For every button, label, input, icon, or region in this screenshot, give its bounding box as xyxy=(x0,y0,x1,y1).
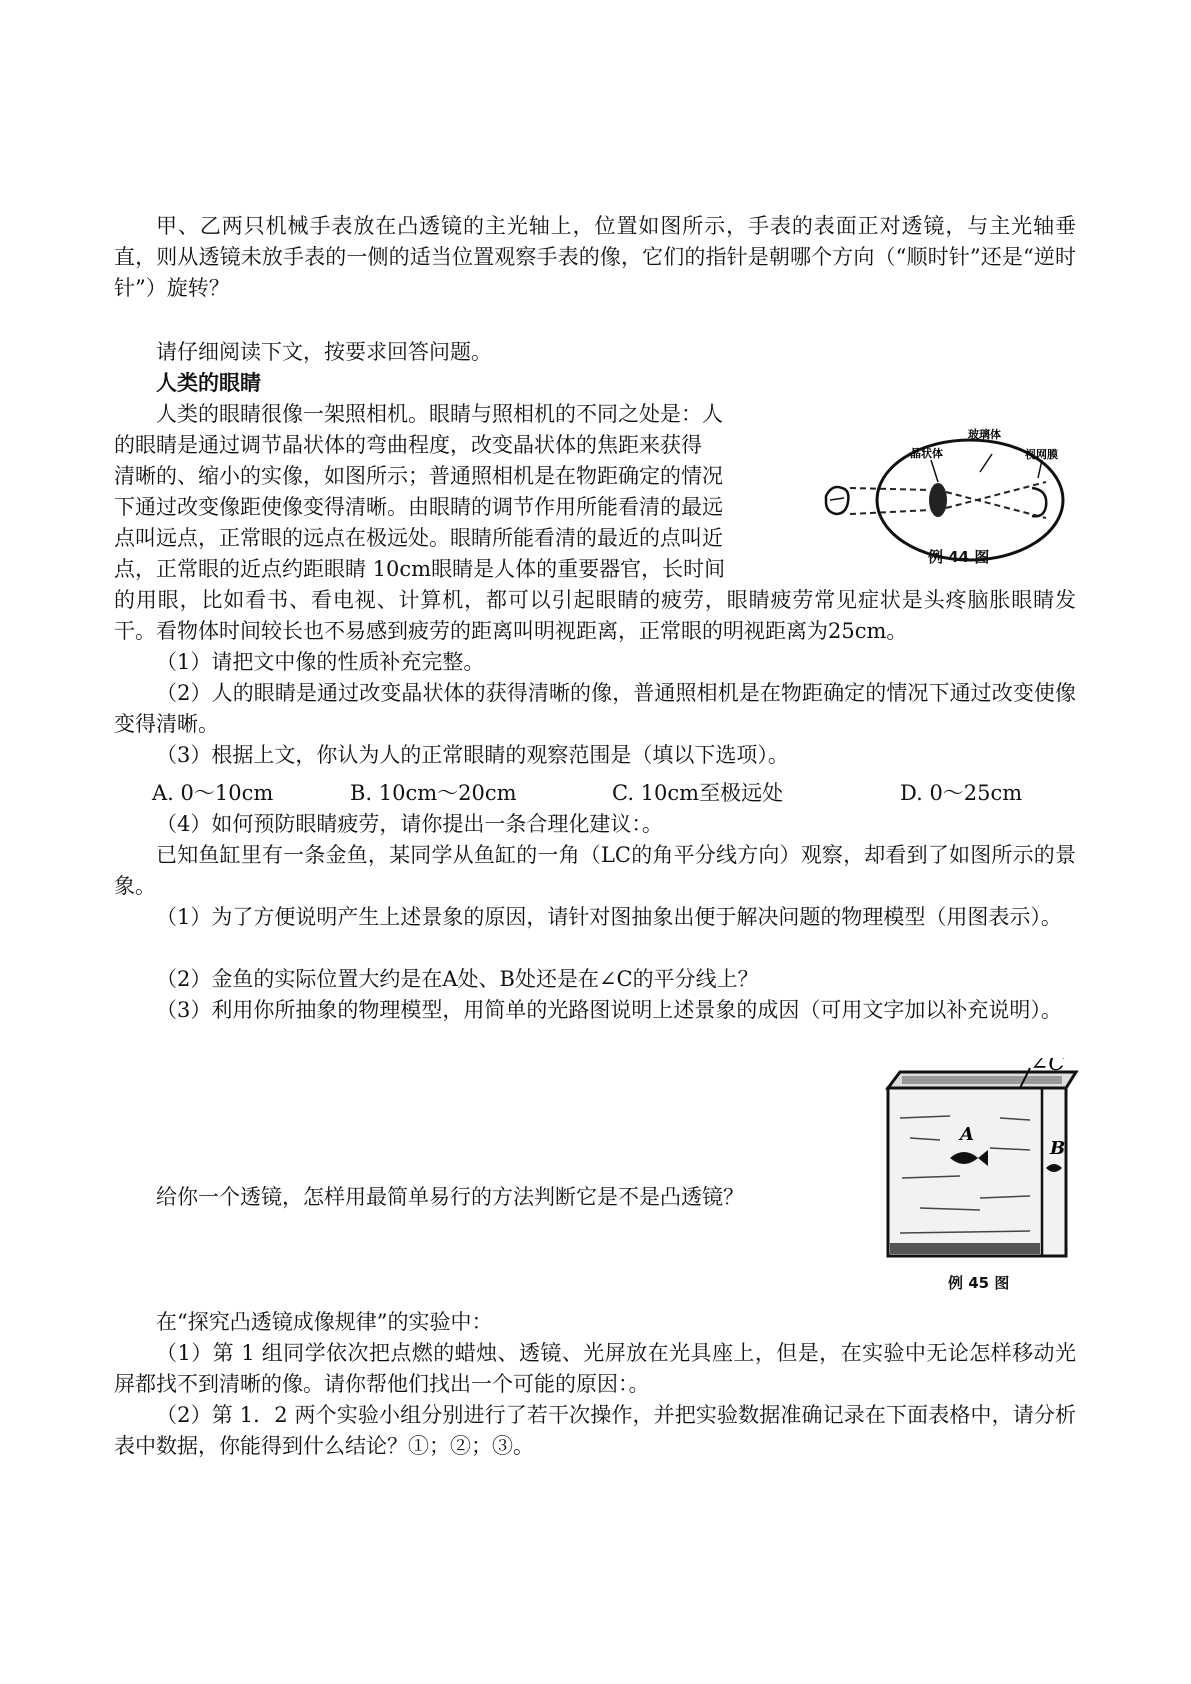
eye-figure xyxy=(820,418,1080,578)
q5-sub1: （1）第 1 组同学依次把点燃的蜡烛、透镜、光屏放在光具座上，但是，在实验中无论怎样移动光屏都找不到清晰的像。请你帮他们找出一个可能的原因：。 xyxy=(114,1341,1076,1396)
q3-sub1: （1）为了方便说明产生上述景象的原因，请针对图抽象出便于解决问题的物理模型（用图表示）。 xyxy=(156,905,1062,929)
q2-intro: 请仔细阅读下文，按要求回答问题。 xyxy=(156,340,492,364)
label-b: B xyxy=(1050,1138,1066,1159)
q5-sub2: （2）第 1．2 两个实验小组分别进行了若干次操作，并把实验数据准确记录在下面表格中，请分析表中数据，你能得到什么结论？①；②；③。 xyxy=(114,1403,1076,1458)
q3-text: 已知鱼缸里有一条金鱼，某同学从鱼缸的一角（LC的角平分线方向）观察，却看到了如图所示的景象。 xyxy=(114,843,1076,898)
q2-passage-rest: 的用眼，比如看书、看电视、计算机，都可以引起眼睛的疲劳，眼睛疲劳常见症状是头疼脑胀眼睛发干。看物体时间较长也不易感到疲劳的距离叫明视距离，正常眼的明视距离为25cm。 xyxy=(114,588,1076,643)
fish-tank-figure xyxy=(880,1058,1080,1298)
q2-sub3: （3）根据上文，你认为人的正常眼睛的观察范围是（填以下选项）。 xyxy=(156,743,789,767)
retina-image-icon xyxy=(1032,488,1046,516)
label-angle-c: ∠C xyxy=(1030,1058,1066,1076)
q2-passage-line: 人类的眼睛很像一架照相机。眼睛与照相机的不同之处是：人 xyxy=(156,402,723,426)
eye-figure-caption: 例 44 图 xyxy=(928,548,990,566)
option-b: B. 10cm～20cm xyxy=(350,781,517,805)
lens-shape xyxy=(929,483,947,517)
q1-text: 甲、乙两只机械手表放在凸透镜的主光轴上，位置如图所示，手表的表面正对透镜，与主光轴垂直，则从透镜未放手表的一侧的适当位置观察手表的像，它们的指针是朝哪个方向（“顺时针”还是“逆时针”）旋转？ xyxy=(114,214,1076,300)
label-retina: 视网膜 xyxy=(1025,448,1058,461)
option-c: C. 10cm至极远处 xyxy=(612,781,784,805)
option-a: A. 0～10cm xyxy=(152,781,274,805)
label-a: A xyxy=(960,1124,974,1145)
q3-sub2: （2）金鱼的实际位置大约是在A处、B处还是在∠C的平分线上？ xyxy=(156,967,759,991)
q3-sub3: （3）利用你所抽象的物理模型，用简单的光路图说明上述景象的成因（可用文字加以补充说明）。 xyxy=(156,998,1062,1022)
q2-title: 人类的眼睛 xyxy=(156,371,261,395)
label-glass: 玻璃体 xyxy=(968,428,1001,441)
q2-passage-line: 点，正常眼的近点约距眼睛 10cm眼睛是人体的重要器官，长时间 xyxy=(114,557,726,581)
fish-tank-diagram xyxy=(880,1058,1080,1268)
q4-text: 给你一个透镜，怎样用最简单易行的方法判断它是不是凸透镜？ xyxy=(156,1185,744,1209)
tank-gravel xyxy=(890,1243,1040,1254)
q2-passage-line: 下通过改变像距使像变得清晰。由眼睛的调节作用所能看清的最远 xyxy=(114,495,723,519)
tank-body xyxy=(888,1088,1066,1256)
q2-passage-line: 清晰的、缩小的实像，如图所示；普通照相机是在物距确定的情况 xyxy=(114,464,723,488)
q5-intro: 在“探究凸透镜成像规律”的实验中： xyxy=(156,1310,493,1334)
fish-tank-caption: 例 45 图 xyxy=(948,1274,1010,1292)
q2-passage-line: 的眼睛是通过调节晶状体的弯曲程度，改变晶状体的焦距来获得 xyxy=(114,433,702,457)
q2-sub2: （2）人的眼睛是通过改变晶状体的获得清晰的像，普通照相机是在物距确定的情况下通过改变使像变得清晰。 xyxy=(114,681,1076,736)
label-lens: 晶状体 xyxy=(910,447,943,460)
option-d: D. 0～25cm xyxy=(900,781,1023,805)
q2-sub4: （4）如何预防眼睛疲劳，请你提出一条合理化建议：。 xyxy=(156,812,663,836)
object-icon xyxy=(826,487,848,514)
tank-rim-shade xyxy=(902,1076,1062,1084)
q2-sub1: （1）请把文中像的性质补充完整。 xyxy=(156,650,485,674)
q2-passage-line: 点叫远点，正常眼的远点在极远处。眼睛所能看清的最近的点叫近 xyxy=(114,526,723,550)
